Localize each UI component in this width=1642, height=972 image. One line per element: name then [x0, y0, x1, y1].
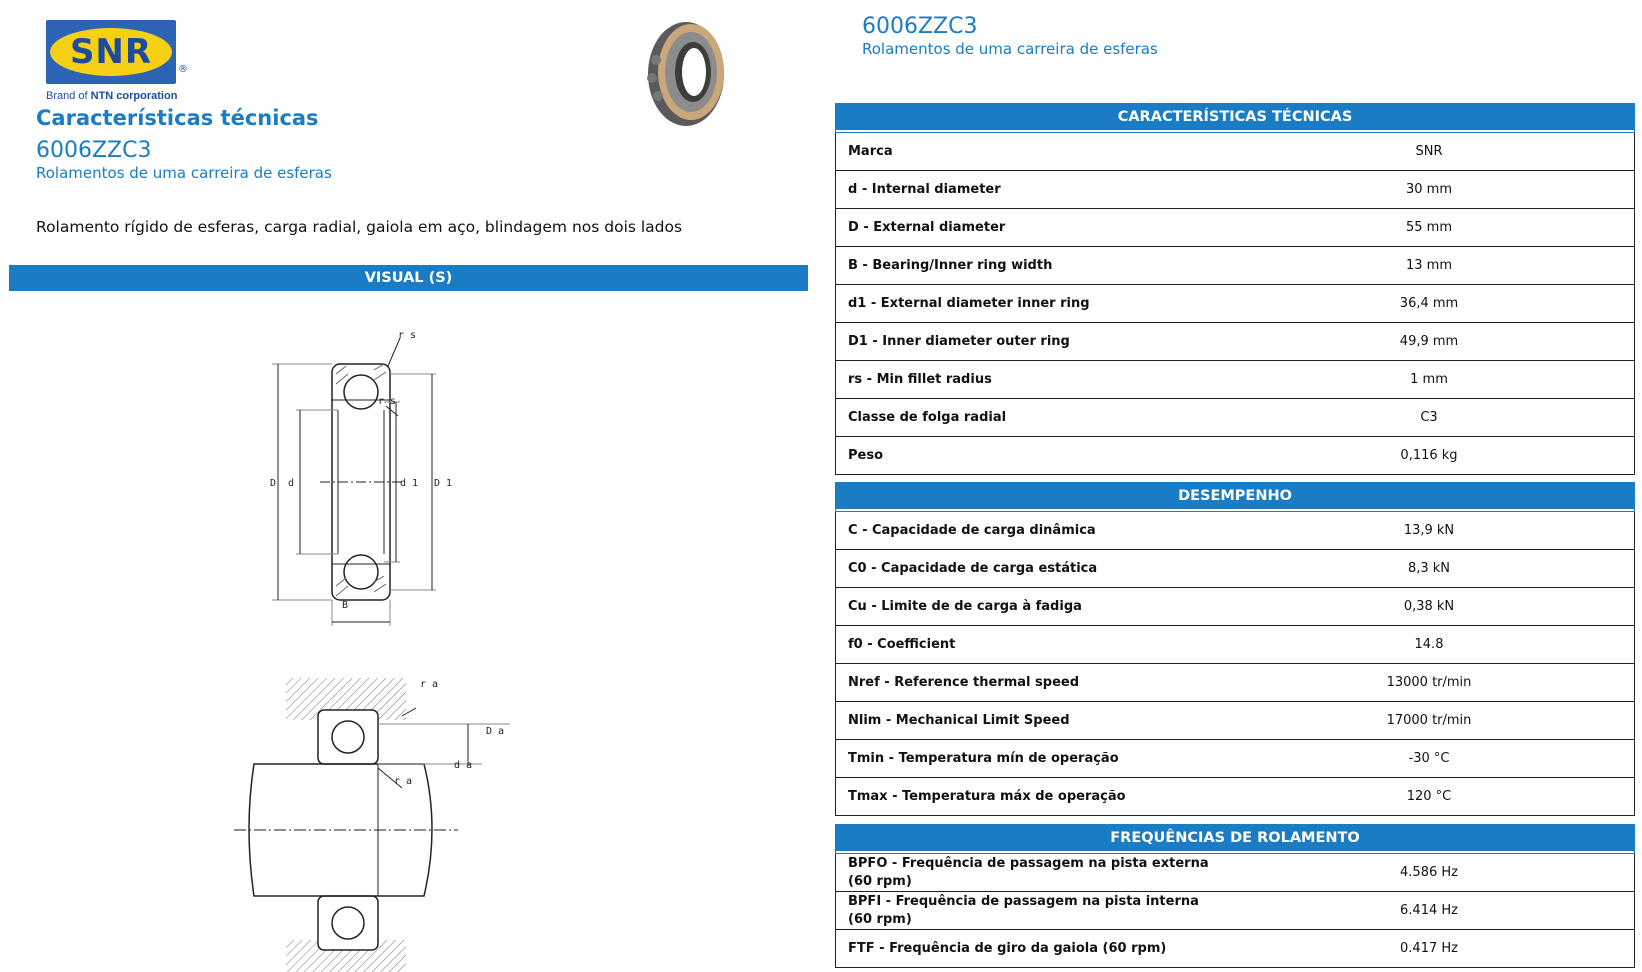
row-value: 120 °C	[1406, 789, 1452, 804]
table-row	[836, 436, 1634, 474]
row-value: 0.417 Hz	[1400, 941, 1458, 956]
table-row	[836, 132, 1634, 170]
table-row	[836, 398, 1634, 436]
table-row	[836, 929, 1634, 967]
product-subtitle: Rolamentos de uma carreira de esferas	[36, 164, 332, 182]
frequencies-table-header: FREQUÊNCIAS DE ROLAMENTO	[836, 825, 1634, 853]
row-value: 13,9 kN	[1403, 523, 1455, 538]
row-value: 0,116 kg	[1400, 448, 1458, 463]
page-title: Características técnicas	[36, 106, 319, 130]
table-row	[836, 853, 1634, 891]
label-rs-mid: r s	[378, 396, 397, 407]
row-label: Peso	[848, 447, 884, 463]
visual-section-header: VISUAL (S)	[9, 265, 808, 291]
row-label: Cu - Limite de de carga à fadiga	[848, 598, 1082, 614]
table-row	[836, 739, 1634, 777]
label-d: d	[288, 478, 295, 489]
row-value: SNR	[1415, 144, 1443, 159]
logo-wordmark: SNR	[69, 32, 153, 72]
row-value: 4.586 Hz	[1400, 865, 1458, 880]
row-label: Classe de folga radial	[848, 409, 1007, 425]
row-value: 0,38 kN	[1403, 599, 1455, 614]
row-label: d - Internal diameter	[848, 181, 1001, 197]
table-row	[836, 322, 1634, 360]
performance-table	[835, 483, 1635, 816]
row-label: Nref - Reference thermal speed	[848, 674, 1080, 690]
frequencies-table	[835, 825, 1635, 968]
table-row	[836, 549, 1634, 587]
specs-table-header: CARACTERÍSTICAS TÉCNICAS	[836, 104, 1634, 132]
table-row	[836, 625, 1634, 663]
row-value: 6.414 Hz	[1400, 903, 1458, 918]
table-row	[836, 246, 1634, 284]
row-label: C0 - Capacidade de carga estática	[848, 560, 1098, 576]
logo-brand-line	[46, 90, 177, 102]
bearing-section-drawing	[270, 330, 500, 630]
table-row	[836, 587, 1634, 625]
logo-brand-prefix: Brand of	[46, 90, 91, 102]
mounting-drawing	[226, 668, 526, 972]
row-label: BPFO - Frequência de passagem na pista externa (60 rpm)	[848, 855, 1209, 889]
table-row	[836, 360, 1634, 398]
row-label: B - Bearing/Inner ring width	[848, 257, 1053, 273]
product-code: 6006ZZC3	[36, 138, 152, 163]
row-label: D1 - Inner diameter outer ring	[848, 333, 1070, 349]
row-label: D - External diameter	[848, 219, 1006, 235]
label-d1: d 1	[400, 478, 419, 489]
label-D: D	[270, 478, 277, 489]
label-rs-top: r s	[398, 330, 417, 341]
product-description: Rolamento rígido de esferas, carga radial, gaiola em aço, blindagem nos dois lados	[36, 218, 683, 236]
table-row	[836, 663, 1634, 701]
row-value: C3	[1420, 410, 1438, 425]
label-Da: D a	[486, 726, 505, 737]
table-row	[836, 777, 1634, 815]
row-value: 36,4 mm	[1399, 296, 1459, 311]
specs-table	[835, 104, 1635, 475]
row-label: Tmax - Temperatura máx de operação	[848, 788, 1126, 804]
row-value: 30 mm	[1405, 182, 1452, 197]
label-ra-mid: r a	[394, 776, 413, 787]
row-value: 8,3 kN	[1407, 561, 1451, 576]
right-product-code: 6006ZZC3	[862, 14, 978, 39]
row-label: d1 - External diameter inner ring	[848, 295, 1090, 311]
row-value: -30 °C	[1408, 751, 1450, 766]
row-label: BPFI - Frequência de passagem na pista interna (60 rpm)	[848, 893, 1199, 927]
snr-logo	[46, 20, 196, 104]
label-ra-top: r a	[420, 679, 439, 690]
right-product-subtitle: Rolamentos de uma carreira de esferas	[862, 40, 1158, 58]
row-label: Tmin - Temperatura mín de operação	[848, 750, 1119, 766]
row-value: 13 mm	[1405, 258, 1452, 273]
row-value: 49,9 mm	[1399, 334, 1459, 349]
row-label: Marca	[848, 143, 893, 159]
row-label: Nlim - Mechanical Limit Speed	[848, 712, 1070, 728]
logo-brand-name: NTN corporation	[90, 90, 178, 102]
table-row	[836, 701, 1634, 739]
row-value: 1 mm	[1410, 372, 1448, 387]
table-row	[836, 284, 1634, 322]
table-row	[836, 170, 1634, 208]
row-label: f0 - Coefficient	[848, 636, 956, 652]
label-B: B	[342, 600, 349, 611]
label-da: d a	[454, 760, 473, 771]
table-row	[836, 891, 1634, 929]
row-value: 17000 tr/min	[1386, 713, 1472, 728]
row-value: 14.8	[1414, 637, 1444, 652]
performance-table-header: DESEMPENHO	[836, 483, 1634, 511]
bearing-photo	[636, 20, 730, 126]
row-label: rs - Min fillet radius	[848, 371, 992, 387]
logo-registered: ®	[178, 64, 188, 75]
row-label: C - Capacidade de carga dinâmica	[848, 522, 1096, 538]
table-row	[836, 511, 1634, 549]
row-value: 13000 tr/min	[1386, 675, 1472, 690]
label-D1: D 1	[434, 478, 453, 489]
row-value: 55 mm	[1405, 220, 1452, 235]
row-label: FTF - Frequência de giro da gaiola (60 rpm)	[848, 940, 1167, 956]
table-row	[836, 208, 1634, 246]
